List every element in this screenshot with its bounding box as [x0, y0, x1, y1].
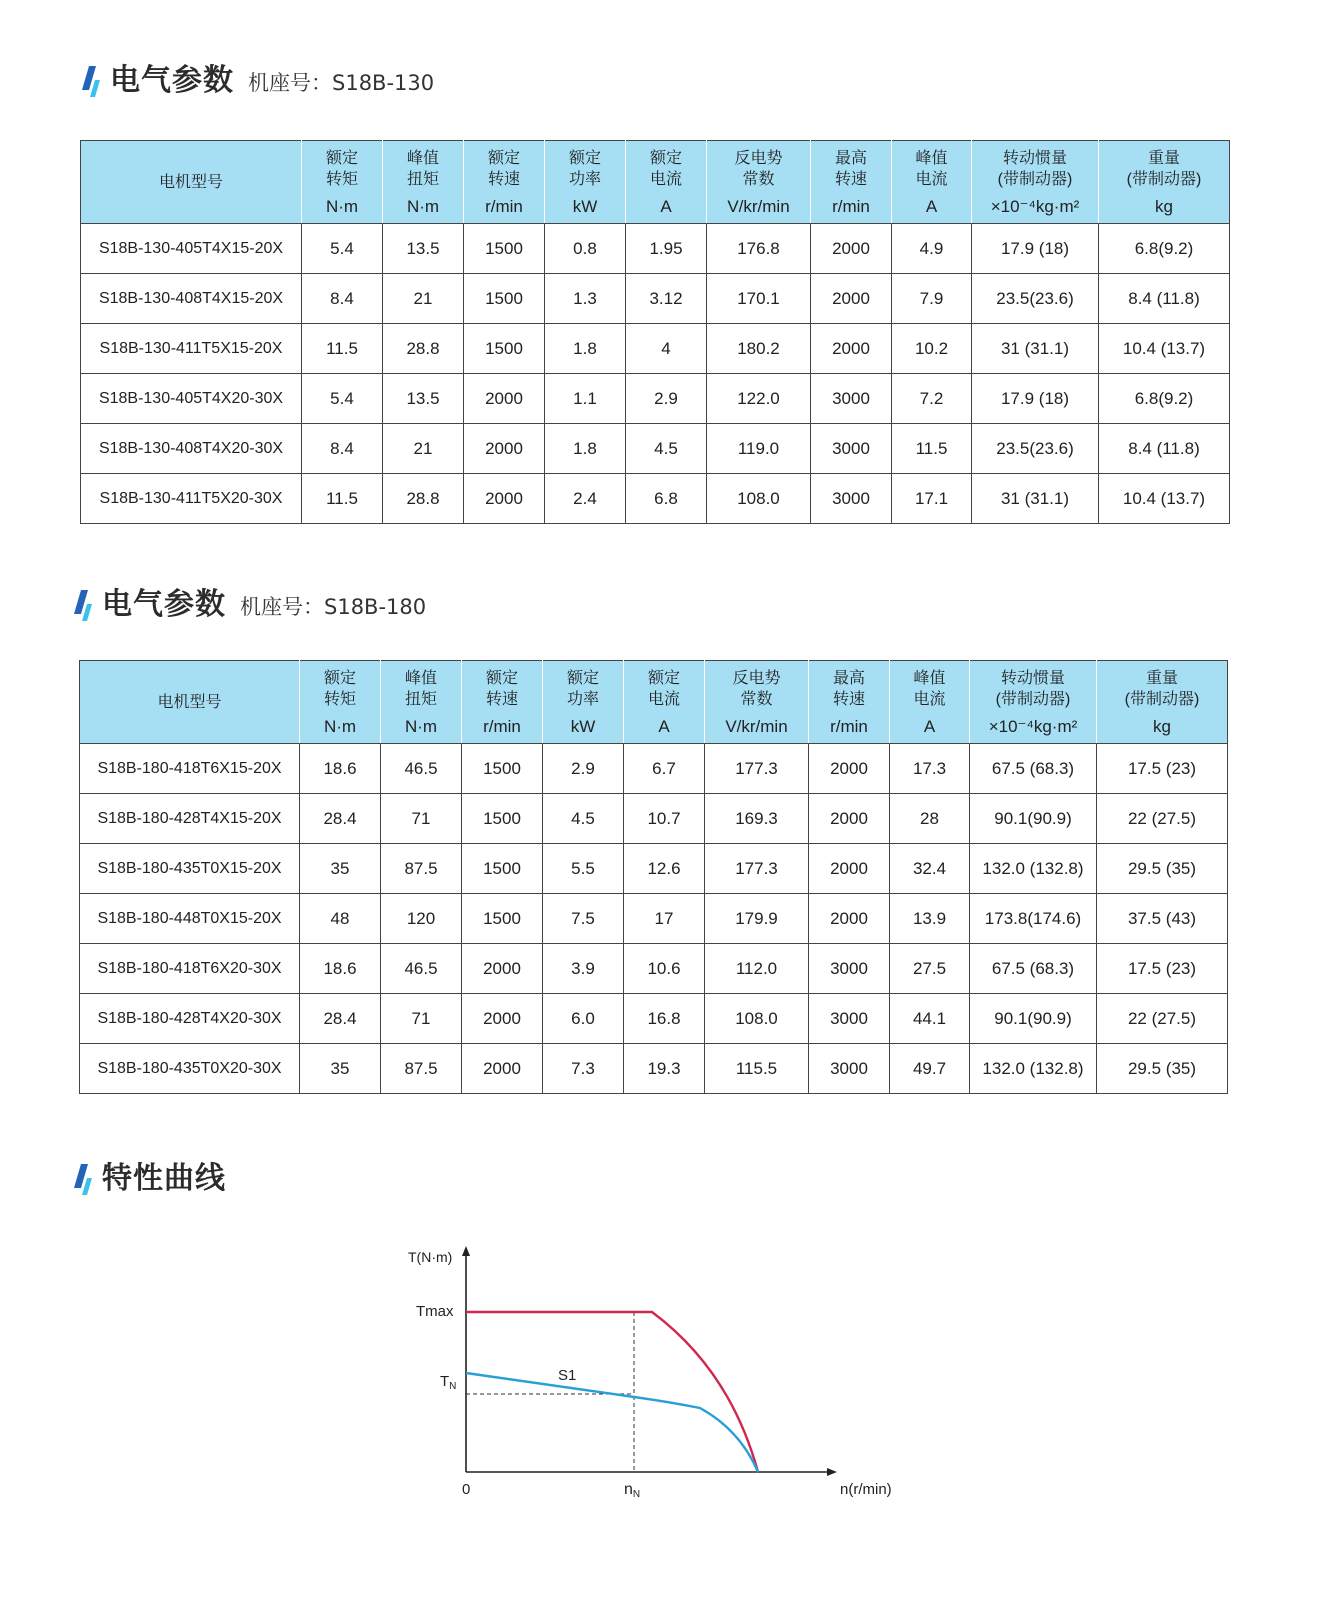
value-cell: 23.5(23.6): [972, 274, 1099, 324]
value-cell: 2000: [811, 224, 892, 274]
column-header: [381, 661, 462, 744]
header-label: 转动惯量: [1002, 150, 1067, 167]
value-cell: 1500: [462, 744, 543, 794]
header-label: 电流: [649, 171, 682, 188]
value-cell: 13.9: [890, 894, 970, 944]
value-cell: 177.3: [705, 744, 809, 794]
header-unit: A: [923, 717, 936, 736]
value-cell: 8.4: [302, 274, 383, 324]
column-header-model: [81, 141, 302, 224]
y-axis-label: T(N·m): [408, 1249, 453, 1265]
value-cell: 28.4: [300, 794, 381, 844]
value-cell: 3.9: [543, 944, 624, 994]
rated-torque-curve: [466, 1373, 758, 1472]
value-cell: 2000: [809, 894, 890, 944]
header-label: 峰值: [913, 670, 946, 687]
value-cell: 132.0 (132.8): [970, 844, 1097, 894]
value-cell: 22 (27.5): [1097, 994, 1228, 1044]
header-unit: V/kr/min: [727, 197, 790, 216]
section-heading: 电气参数: [102, 587, 226, 622]
column-header: [972, 141, 1099, 224]
value-cell: 27.5: [890, 944, 970, 994]
value-cell: 176.8: [707, 224, 811, 274]
value-cell: 6.8(9.2): [1099, 224, 1230, 274]
value-cell: 48: [300, 894, 381, 944]
value-cell: 4.9: [892, 224, 972, 274]
value-cell: 8.4: [302, 424, 383, 474]
value-cell: 2000: [811, 274, 892, 324]
value-cell: 28: [890, 794, 970, 844]
value-cell: 6.7: [624, 744, 705, 794]
value-cell: 1.1: [545, 374, 626, 424]
table-row: [80, 844, 1228, 894]
column-header-model: [80, 661, 300, 744]
column-header: [300, 661, 381, 744]
table-row: [81, 224, 1230, 274]
value-cell: 173.8(174.6): [970, 894, 1097, 944]
header-label: 额定: [485, 670, 518, 687]
value-cell: 5.4: [302, 374, 383, 424]
header-label: 重量: [1147, 150, 1180, 167]
value-cell: 0.8: [545, 224, 626, 274]
value-cell: 2000: [809, 744, 890, 794]
value-cell: 1.95: [626, 224, 707, 274]
value-cell: 108.0: [705, 994, 809, 1044]
value-cell: 46.5: [381, 744, 462, 794]
table-row: [80, 794, 1228, 844]
header-unit: ×10⁻⁴kg·m²: [990, 197, 1080, 216]
header-label: 峰值: [406, 150, 439, 167]
header-unit: r/min: [485, 197, 523, 216]
column-header: [624, 661, 705, 744]
value-cell: 49.7: [890, 1044, 970, 1094]
value-cell: 108.0: [707, 474, 811, 524]
header-label: 转矩: [323, 691, 356, 708]
x-axis-arrow: [827, 1468, 837, 1476]
header-label: 最高: [832, 670, 865, 687]
column-header: [809, 661, 890, 744]
value-cell: 32.4: [890, 844, 970, 894]
table-row: [80, 944, 1228, 994]
header-label: 转动惯量: [1000, 670, 1065, 687]
value-cell: 1500: [464, 324, 545, 374]
column-header: [383, 141, 464, 224]
header-unit: kg: [1153, 717, 1171, 736]
value-cell: 3000: [809, 994, 890, 1044]
header-label: 转速: [834, 171, 867, 188]
value-cell: 2000: [462, 944, 543, 994]
header-label: 额定: [566, 670, 599, 687]
value-cell: 90.1(90.9): [970, 994, 1097, 1044]
value-cell: 3000: [809, 1044, 890, 1094]
value-cell: 1500: [464, 224, 545, 274]
header-label: 转矩: [325, 171, 358, 188]
value-cell: 3.12: [626, 274, 707, 324]
value-cell: 12.6: [624, 844, 705, 894]
table-row: [80, 994, 1228, 1044]
value-cell: 2.9: [626, 374, 707, 424]
section-title-curve: [72, 1162, 226, 1196]
value-cell: 8.4 (11.8): [1099, 274, 1230, 324]
title-mark-icon: [72, 588, 94, 622]
column-header: [543, 661, 624, 744]
frame-number: 机座号：S18B-130: [248, 71, 435, 95]
value-cell: 87.5: [381, 1044, 462, 1094]
value-cell: 177.3: [705, 844, 809, 894]
s1-label: S1: [558, 1367, 577, 1384]
model-cell: S18B-180-428T4X20-30X: [80, 994, 300, 1044]
value-cell: 13.5: [383, 224, 464, 274]
header-unit: N·m: [404, 717, 438, 736]
value-cell: 35: [300, 844, 381, 894]
value-cell: 1.3: [545, 274, 626, 324]
value-cell: 44.1: [890, 994, 970, 1044]
x-axis-label: n(r/min): [840, 1481, 892, 1498]
header-unit: A: [660, 197, 672, 216]
header-unit: r/min: [832, 197, 870, 216]
value-cell: 132.0 (132.8): [970, 1044, 1097, 1094]
table-row: [80, 894, 1228, 944]
value-cell: 2000: [809, 844, 890, 894]
value-cell: 1500: [464, 274, 545, 324]
section-heading: 特性曲线: [102, 1161, 226, 1196]
header-unit: N·m: [323, 717, 357, 736]
value-cell: 3000: [811, 424, 892, 474]
value-cell: 112.0: [705, 944, 809, 994]
value-cell: 28.8: [383, 324, 464, 374]
column-header: [705, 661, 809, 744]
value-cell: 2000: [462, 1044, 543, 1094]
value-cell: 2.9: [543, 744, 624, 794]
column-header: [970, 661, 1097, 744]
header-label: 电机型号: [157, 693, 222, 711]
header-label: 额定: [325, 150, 358, 167]
model-cell: S18B-130-405T4X15-20X: [81, 224, 302, 274]
value-cell: 67.5 (68.3): [970, 944, 1097, 994]
value-cell: 10.7: [624, 794, 705, 844]
header-label: 扭矩: [404, 691, 437, 708]
header-unit: V/kr/min: [725, 717, 788, 736]
value-cell: 17: [624, 894, 705, 944]
value-cell: 180.2: [707, 324, 811, 374]
value-cell: 17.5 (23): [1097, 744, 1228, 794]
model-cell: S18B-180-418T6X15-20X: [80, 744, 300, 794]
value-cell: 29.5 (35): [1097, 1044, 1228, 1094]
column-header: [890, 661, 970, 744]
table-row: [80, 1044, 1228, 1094]
table-row: [81, 324, 1230, 374]
table-row: [80, 744, 1228, 794]
header-unit: r/min: [830, 717, 868, 736]
origin-label: 0: [462, 1481, 471, 1498]
value-cell: 19.3: [624, 1044, 705, 1094]
table-row: [81, 424, 1230, 474]
table-row: [81, 374, 1230, 424]
model-cell: S18B-180-448T0X15-20X: [80, 894, 300, 944]
value-cell: 2000: [464, 474, 545, 524]
value-cell: 6.8: [626, 474, 707, 524]
value-cell: 1500: [462, 894, 543, 944]
header-label: 转速: [832, 691, 865, 708]
header-unit: kg: [1155, 197, 1173, 216]
value-cell: 67.5 (68.3): [970, 744, 1097, 794]
header-label: 功率: [566, 691, 599, 708]
header-label: 额定: [568, 150, 601, 167]
value-cell: 16.8: [624, 994, 705, 1044]
header-label: 最高: [834, 150, 867, 167]
value-cell: 2000: [462, 994, 543, 1044]
header-unit: kW: [572, 197, 598, 216]
value-cell: 179.9: [705, 894, 809, 944]
column-header: [1099, 141, 1230, 224]
value-cell: 2000: [811, 324, 892, 374]
value-cell: 7.5: [543, 894, 624, 944]
model-cell: S18B-180-428T4X15-20X: [80, 794, 300, 844]
torque-speed-curve: [400, 1240, 920, 1520]
value-cell: 35: [300, 1044, 381, 1094]
section-heading: 电气参数: [110, 63, 234, 98]
peak-torque-curve: [466, 1312, 758, 1472]
header-label: 电流: [913, 691, 946, 708]
value-cell: 21: [383, 424, 464, 474]
value-cell: 10.2: [892, 324, 972, 374]
value-cell: 11.5: [302, 474, 383, 524]
value-cell: 71: [381, 994, 462, 1044]
value-cell: 18.6: [300, 744, 381, 794]
header-label: 反电势: [732, 670, 781, 687]
value-cell: 2.4: [545, 474, 626, 524]
value-cell: 11.5: [892, 424, 972, 474]
header-unit: A: [658, 717, 670, 736]
header-label: 功率: [568, 171, 601, 188]
model-cell: S18B-130-411T5X15-20X: [81, 324, 302, 374]
title-mark-icon: [80, 64, 102, 98]
frame-number: 机座号：S18B-180: [240, 595, 427, 619]
model-cell: S18B-130-405T4X20-30X: [81, 374, 302, 424]
header-unit: ×10⁻⁴kg·m²: [988, 717, 1078, 736]
value-cell: 37.5 (43): [1097, 894, 1228, 944]
header-label: (带制动器): [1126, 171, 1202, 188]
spec-table-s18b-180: [79, 660, 1228, 1094]
column-header: [707, 141, 811, 224]
value-cell: 11.5: [302, 324, 383, 374]
value-cell: 10.4 (13.7): [1099, 474, 1230, 524]
value-cell: 3000: [811, 374, 892, 424]
value-cell: 17.1: [892, 474, 972, 524]
header-label: 额定: [487, 150, 520, 167]
value-cell: 17.9 (18): [972, 374, 1099, 424]
value-cell: 122.0: [707, 374, 811, 424]
value-cell: 2000: [809, 794, 890, 844]
header-label: 转速: [487, 171, 520, 188]
value-cell: 21: [383, 274, 464, 324]
value-cell: 13.5: [383, 374, 464, 424]
column-header: [892, 141, 972, 224]
tn-label: $T_N$: [440, 1373, 457, 1392]
header-unit: N·m: [325, 197, 359, 216]
value-cell: 119.0: [707, 424, 811, 474]
value-cell: 17.3: [890, 744, 970, 794]
value-cell: 3000: [809, 944, 890, 994]
value-cell: 1.8: [545, 424, 626, 474]
value-cell: 5.5: [543, 844, 624, 894]
model-cell: S18B-180-435T0X20-30X: [80, 1044, 300, 1094]
value-cell: 22 (27.5): [1097, 794, 1228, 844]
tmax-label: Tmax: [416, 1303, 454, 1320]
value-cell: 1.8: [545, 324, 626, 374]
header-label: (带制动器): [997, 171, 1073, 188]
value-cell: 28.8: [383, 474, 464, 524]
table-row: [81, 474, 1230, 524]
value-cell: 8.4 (11.8): [1099, 424, 1230, 474]
title-mark-icon: [72, 1162, 94, 1196]
header-label: 反电势: [734, 150, 783, 167]
column-header: [302, 141, 383, 224]
column-header: [811, 141, 892, 224]
header-label: 峰值: [404, 670, 437, 687]
value-cell: 120: [381, 894, 462, 944]
y-axis-arrow: [462, 1246, 470, 1256]
value-cell: 5.4: [302, 224, 383, 274]
table-row: [81, 274, 1230, 324]
header-unit: N·m: [406, 197, 440, 216]
value-cell: 170.1: [707, 274, 811, 324]
header-label: 峰值: [915, 150, 948, 167]
value-cell: 18.6: [300, 944, 381, 994]
model-cell: S18B-180-435T0X15-20X: [80, 844, 300, 894]
column-header: [464, 141, 545, 224]
header-unit: A: [925, 197, 938, 216]
value-cell: 2000: [464, 374, 545, 424]
section-title-s18b-130: [80, 64, 434, 98]
value-cell: 1500: [462, 844, 543, 894]
value-cell: 4: [626, 324, 707, 374]
header-label: 额定: [649, 150, 682, 167]
header-label: 常数: [742, 171, 775, 188]
value-cell: 10.4 (13.7): [1099, 324, 1230, 374]
value-cell: 29.5 (35): [1097, 844, 1228, 894]
header-label: 转速: [485, 691, 518, 708]
header-label: 电流: [915, 171, 948, 188]
value-cell: 169.3: [705, 794, 809, 844]
value-cell: 23.5(23.6): [972, 424, 1099, 474]
header-unit: r/min: [483, 717, 521, 736]
header-unit: kW: [570, 717, 596, 736]
value-cell: 6.8(9.2): [1099, 374, 1230, 424]
value-cell: 7.2: [892, 374, 972, 424]
header-label: 额定: [323, 670, 356, 687]
header-label: (带制动器): [995, 691, 1071, 708]
column-header: [462, 661, 543, 744]
header-label: 常数: [740, 691, 773, 708]
value-cell: 31 (31.1): [972, 474, 1099, 524]
header-label: 扭矩: [406, 171, 439, 188]
value-cell: 3000: [811, 474, 892, 524]
value-cell: 90.1(90.9): [970, 794, 1097, 844]
value-cell: 46.5: [381, 944, 462, 994]
value-cell: 31 (31.1): [972, 324, 1099, 374]
value-cell: 17.9 (18): [972, 224, 1099, 274]
value-cell: 7.3: [543, 1044, 624, 1094]
value-cell: 71: [381, 794, 462, 844]
value-cell: 28.4: [300, 994, 381, 1044]
header-label: 电流: [647, 691, 680, 708]
column-header: [626, 141, 707, 224]
model-cell: S18B-180-418T6X20-30X: [80, 944, 300, 994]
value-cell: 87.5: [381, 844, 462, 894]
value-cell: 10.6: [624, 944, 705, 994]
model-cell: S18B-130-411T5X20-30X: [81, 474, 302, 524]
header-label: 重量: [1145, 670, 1178, 687]
value-cell: 115.5: [705, 1044, 809, 1094]
model-cell: S18B-130-408T4X15-20X: [81, 274, 302, 324]
header-label: (带制动器): [1124, 691, 1200, 708]
value-cell: 2000: [464, 424, 545, 474]
column-header: [1097, 661, 1228, 744]
model-cell: S18B-130-408T4X20-30X: [81, 424, 302, 474]
value-cell: 4.5: [626, 424, 707, 474]
value-cell: 1500: [462, 794, 543, 844]
section-title-s18b-180: [72, 588, 426, 622]
header-label: 电机型号: [158, 173, 223, 191]
value-cell: 7.9: [892, 274, 972, 324]
spec-table-s18b-130: [80, 140, 1230, 524]
value-cell: 4.5: [543, 794, 624, 844]
header-label: 额定: [647, 670, 680, 687]
nn-label: nN: [624, 1481, 641, 1500]
value-cell: 17.5 (23): [1097, 944, 1228, 994]
column-header: [545, 141, 626, 224]
value-cell: 6.0: [543, 994, 624, 1044]
